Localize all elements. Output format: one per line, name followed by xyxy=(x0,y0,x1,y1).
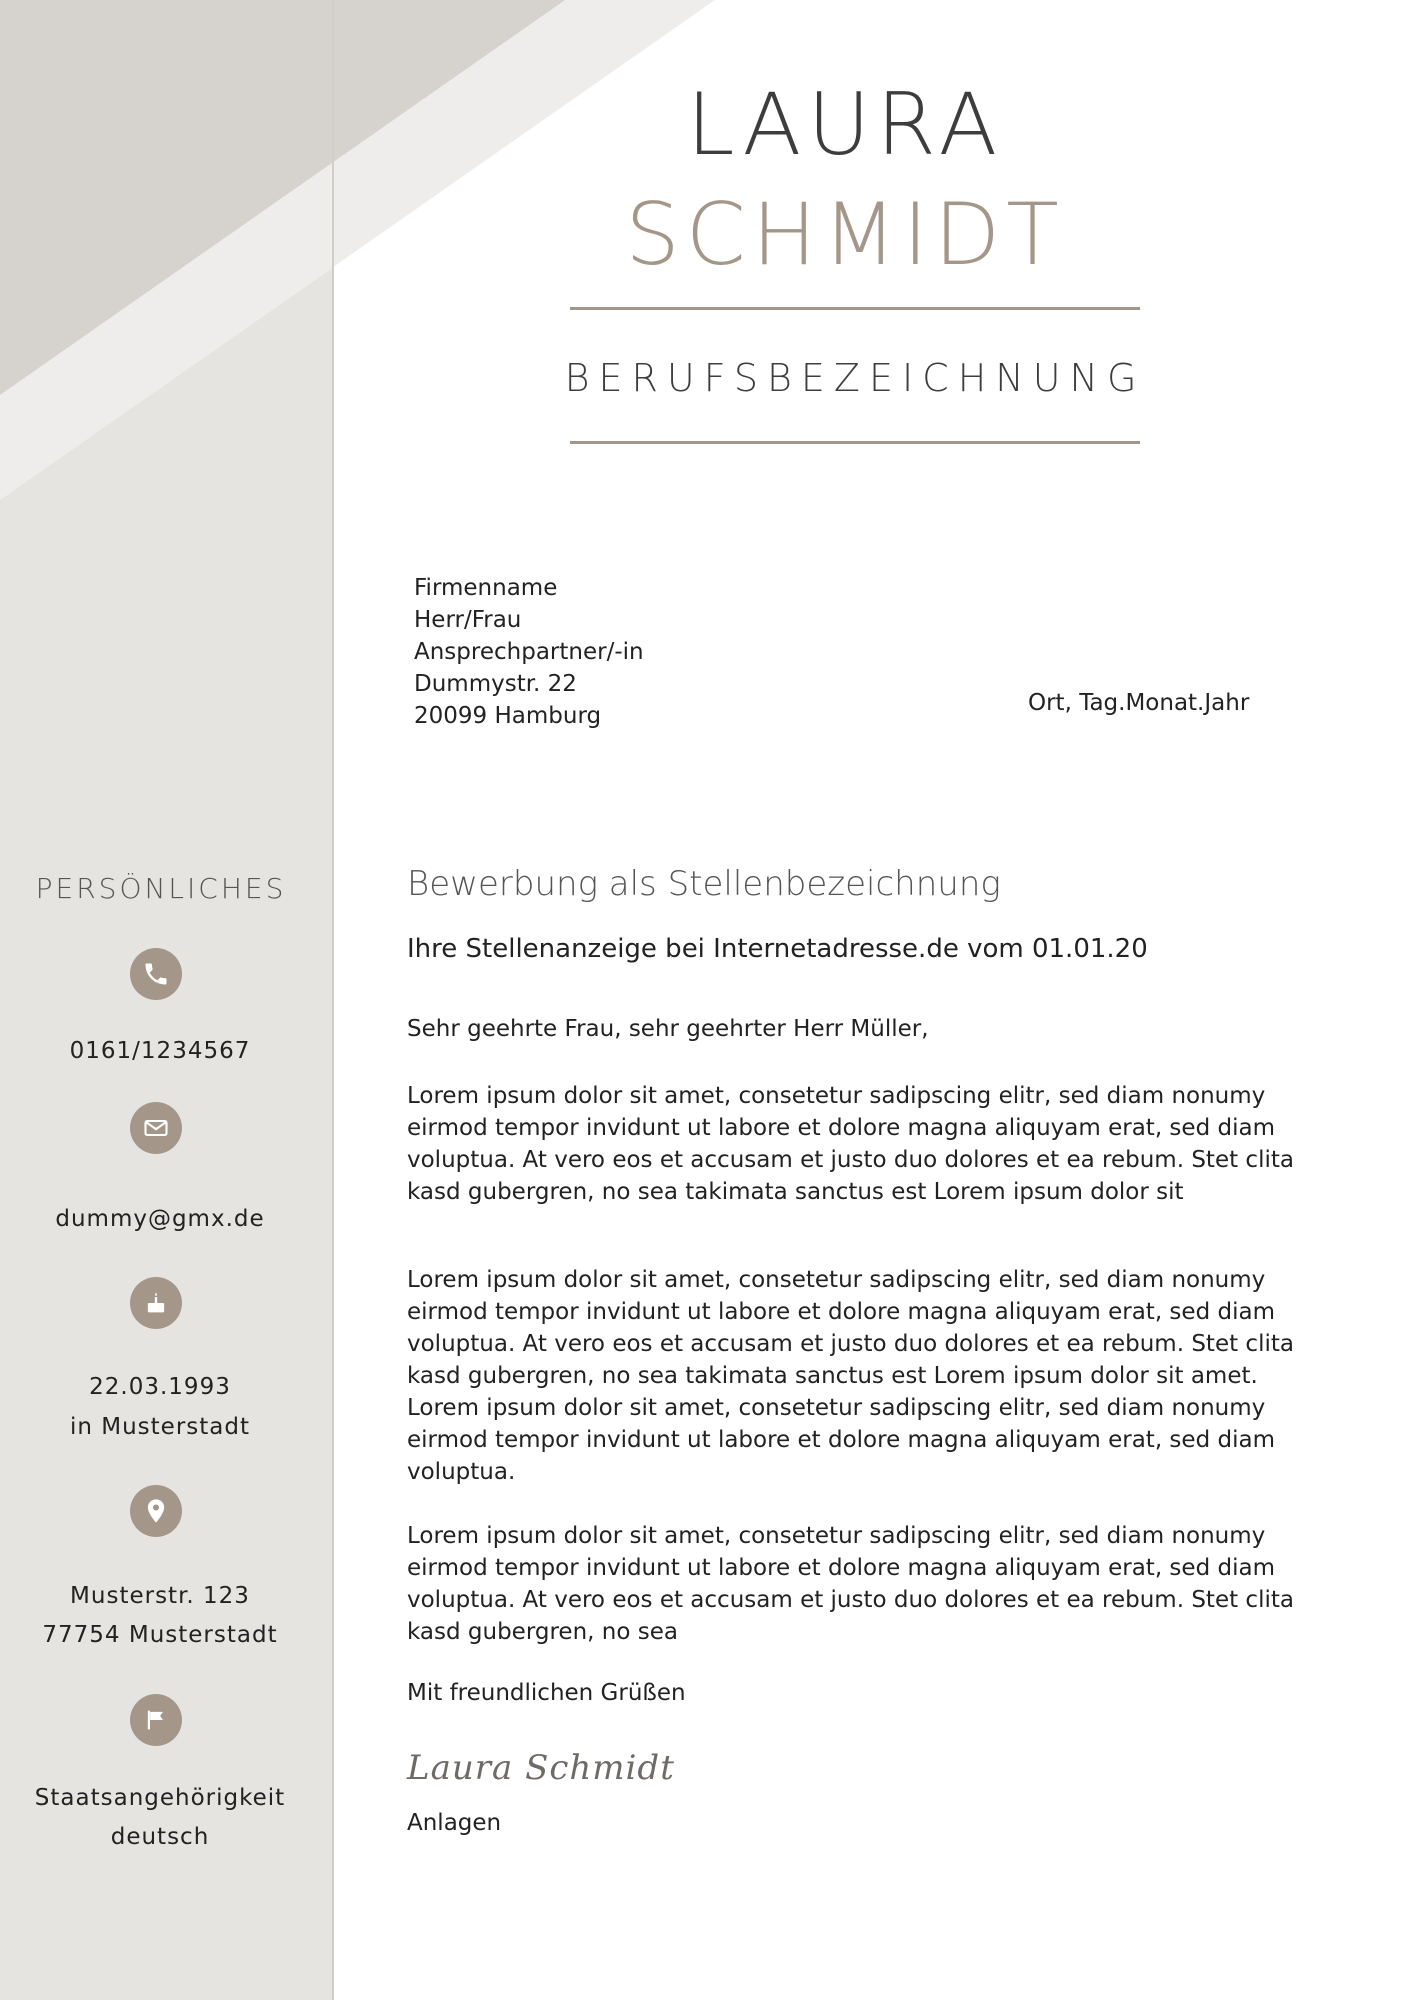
email-address: dummy@gmx.de xyxy=(55,1206,265,1232)
letter-date: Ort, Tag.Monat.Jahr xyxy=(1028,690,1250,716)
address-city: 77754 Musterstadt xyxy=(42,1622,278,1648)
birth-place: in Musterstadt xyxy=(69,1414,251,1440)
recipient-line: 20099 Hamburg xyxy=(414,703,602,729)
recipient-line: Ansprechpartner/-in xyxy=(414,639,644,665)
sidebar-title: PERSÖNLICHES xyxy=(35,872,287,905)
flag-icon xyxy=(130,1694,182,1746)
recipient-line: Firmenname xyxy=(414,575,558,601)
letter-subject: Ihre Stellenanzeige bei Internetadresse.de vom 01.01.20 xyxy=(407,934,1148,964)
birth-date: 22.03.1993 xyxy=(89,1374,231,1400)
letter-closing: Mit freundlichen Grüßen xyxy=(407,1680,686,1706)
letter-paragraph: Lorem ipsum dolor sit amet, consetetur sadipscing elitr, sed diam nonumy eirmod tempor invidunt ut labore et dolore magna aliquyam erat, sed diam voluptua. At vero eos et accusam et justo duo dolores et ea rebum. Stet clita kasd gubergren, no sea takimata sanctus est Lorem ipsum dolor sit amet. Lorem ipsum dolor sit amet, consetetur sadipscing elitr, sed diam nonumy eirmod tempor invidunt ut labore et dolore magna aliquyam erat, sed diam voluptua. xyxy=(407,1267,1294,1485)
birthday-cake-icon xyxy=(130,1277,182,1329)
letter-paragraph: Lorem ipsum dolor sit amet, consetetur sadipscing elitr, sed diam nonumy eirmod tempor invidunt ut labore et dolore magna aliquyam erat, sed diam voluptua. At vero eos et accusam et justo duo dolores et ea rebum. Stet clita kasd gubergren, no sea takimata sanctus est Lorem ipsum dolor sit xyxy=(407,1083,1294,1205)
phone-number: 0161/1234567 xyxy=(69,1038,251,1064)
recipient-address xyxy=(414,572,644,732)
nationality-label: Staatsangehörigkeit xyxy=(34,1785,286,1811)
address-street: Musterstr. 123 xyxy=(70,1583,250,1609)
first-name: LAURA xyxy=(686,75,1004,175)
header-rule-bottom xyxy=(570,441,1140,444)
recipient-line: Dummystr. 22 xyxy=(414,671,577,697)
attachments-label: Anlagen xyxy=(407,1810,502,1836)
mail-icon xyxy=(130,1102,182,1154)
recipient-line: Herr/Frau xyxy=(414,607,522,633)
phone-icon xyxy=(130,948,182,1000)
job-title: BERUFSBEZEICHNUNG xyxy=(564,356,1146,400)
last-name: SCHMIDT xyxy=(625,185,1065,285)
location-pin-icon xyxy=(130,1485,182,1537)
letter-paragraph: Lorem ipsum dolor sit amet, consetetur sadipscing elitr, sed diam nonumy eirmod tempor invidunt ut labore et dolore magna aliquyam erat, sed diam voluptua. At vero eos et accusam et justo duo dolores et ea rebum. Stet clita kasd gubergren, no sea xyxy=(407,1523,1294,1645)
sidebar-divider xyxy=(332,0,334,2000)
letter-heading: Bewerbung als Stellenbezeichnung xyxy=(407,864,1001,904)
nationality-value: deutsch xyxy=(110,1824,210,1850)
letter-greeting: Sehr geehrte Frau, sehr geehrter Herr Müller, xyxy=(407,1016,929,1042)
header-rule-top xyxy=(570,307,1140,310)
signature: Laura Schmidt xyxy=(407,1748,675,1788)
